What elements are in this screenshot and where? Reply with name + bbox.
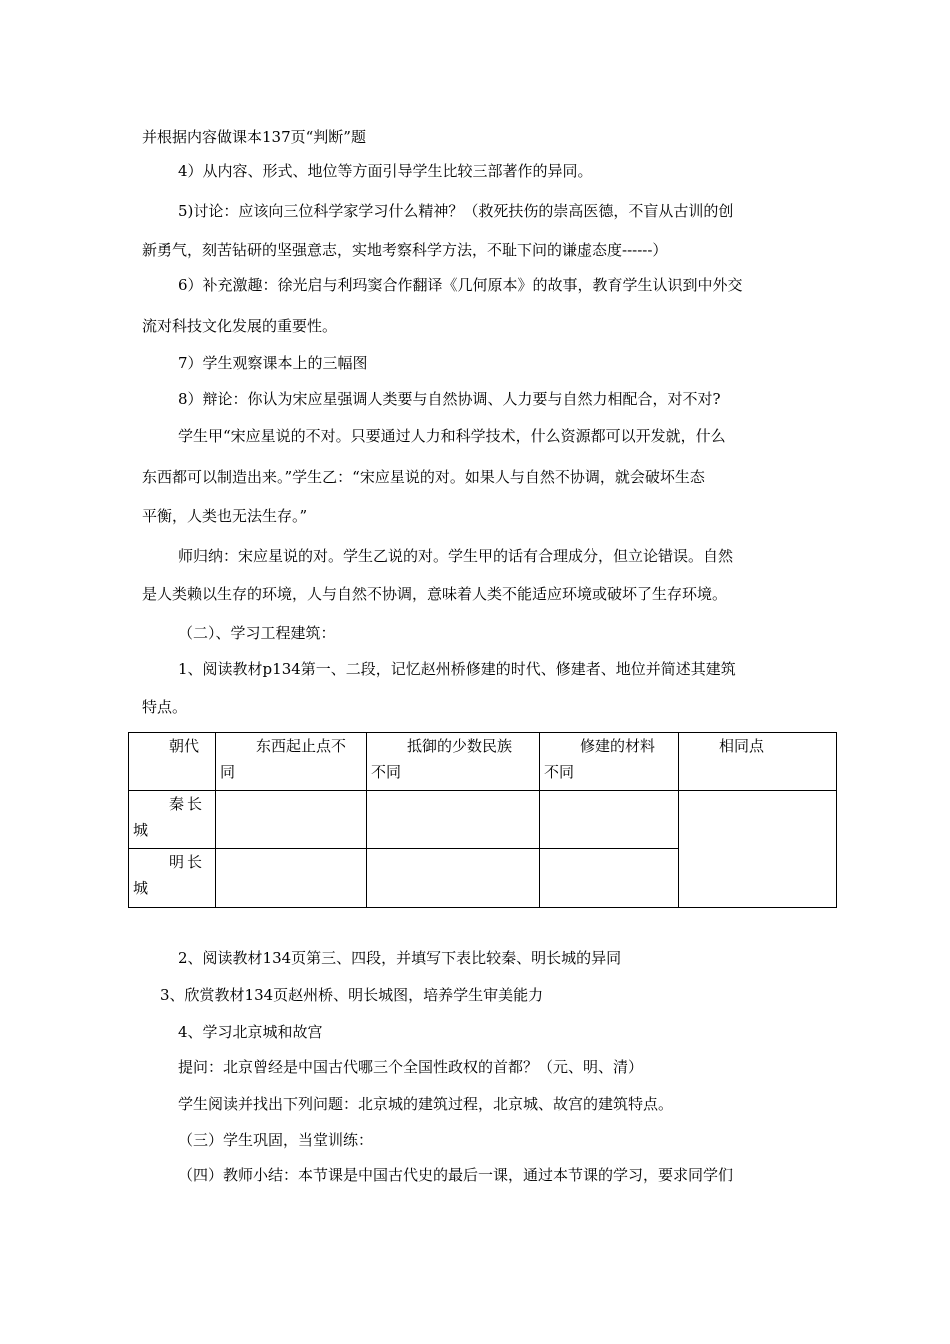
paragraph-student-a-line1: 学生甲“宋应星说的不对。只要通过人力和科学技术，什么资源都可以开发就，什么 bbox=[178, 427, 726, 445]
paragraph-supplement-line2: 流对科技文化发展的重要性。 bbox=[142, 317, 338, 335]
paragraph-appreciate-images: 3、欣赏教材134页赵州桥、明长城图，培养学生审美能力 bbox=[160, 986, 544, 1004]
header-cell-dynasty: 朝代 bbox=[129, 733, 216, 791]
paragraph-supplement-line1: 6）补充激趣：徐光启与利玛窦合作翻译《几何原本》的故事，教育学生认识到中外交 bbox=[178, 276, 743, 294]
paragraph-fill-table-task: 2、阅读教材134页第三、四段，并填写下表比较秦、明长城的异同 bbox=[178, 949, 622, 967]
paragraph-student-a-line3: 平衡，人类也无法生存。” bbox=[142, 507, 308, 525]
paragraph-student-a-line2: 东西都可以制造出来。”学生乙：“宋应星说的对。如果人与自然不协调，就会破坏生态 bbox=[142, 468, 705, 486]
header-cell-ethnic: 抵御的少数民族 不同 bbox=[367, 733, 540, 791]
table-header-row bbox=[129, 733, 837, 791]
paragraph-observe-images: 7）学生观察课本上的三幅图 bbox=[178, 354, 368, 372]
table-cell bbox=[367, 849, 540, 908]
section-heading-practice: （三）学生巩固，当堂训练： bbox=[178, 1131, 374, 1149]
table-cell bbox=[540, 791, 679, 849]
paragraph-student-reading: 学生阅读并找出下列问题：北京城的建筑过程，北京城、故宫的建筑特点。 bbox=[178, 1095, 674, 1113]
paragraph-debate: 8）辩论：你认为宋应星强调人类要与自然协调、人力要与自然力相配合，对不对? bbox=[178, 390, 721, 408]
table-cell bbox=[216, 849, 367, 908]
row-label-ming: 明长 城 bbox=[129, 849, 216, 908]
header-cell-material: 修建的材料 不同 bbox=[540, 733, 679, 791]
table-row bbox=[129, 791, 837, 849]
paragraph-beijing-palace: 4、学习北京城和故宫 bbox=[178, 1023, 323, 1041]
row-label-qin: 秦长 城 bbox=[129, 791, 216, 849]
paragraph-question-capitals: 提问：北京曾经是中国古代哪三个全国性政权的首都？（元、明、清） bbox=[178, 1058, 644, 1076]
section-heading-engineering: （二）、学习工程建筑： bbox=[178, 624, 336, 642]
comparison-table bbox=[128, 732, 837, 908]
paragraph-teacher-summary-line1: 师归纳：宋应星说的对。学生乙说的对。学生甲的话有合理成分，但立论错误。自然 bbox=[178, 547, 734, 565]
table-cell bbox=[367, 791, 540, 849]
paragraph-reading-task-line2: 特点。 bbox=[142, 698, 188, 716]
table-cell bbox=[540, 849, 679, 908]
table-cell-common-merged bbox=[679, 791, 837, 908]
paragraph-teacher-summary-line2: 是人类赖以生存的环境，人与自然不协调，意味着人类不能适应环境或破坏了生存环境。 bbox=[142, 585, 728, 603]
paragraph-reading-task-line1: 1、阅读教材p134第一、二段，记忆赵州桥修建的时代、修建者、地位并简述其建筑 bbox=[178, 660, 736, 678]
section-heading-teacher-conclusion: （四）教师小结：本节课是中国古代史的最后一课，通过本节课的学习，要求同学们 bbox=[178, 1166, 734, 1184]
header-cell-range: 东西起止点不 同 bbox=[216, 733, 367, 791]
table-cell bbox=[216, 791, 367, 849]
paragraph-textbook-judgement: 并根据内容做课本137页“判断”题 bbox=[142, 128, 366, 146]
paragraph-compare-works: 4）从内容、形式、地位等方面引导学生比较三部著作的异同。 bbox=[178, 162, 593, 180]
header-cell-common: 相同点 bbox=[679, 733, 837, 791]
paragraph-discussion-line2: 新勇气，刻苦钻研的坚强意志，实地考察科学方法，不耻下问的谦虚态度------） bbox=[142, 241, 668, 259]
paragraph-discussion-line1: 5)讨论：应该向三位科学家学习什么精神？（救死扶伤的崇高医德，不盲从古训的创 bbox=[178, 202, 734, 220]
